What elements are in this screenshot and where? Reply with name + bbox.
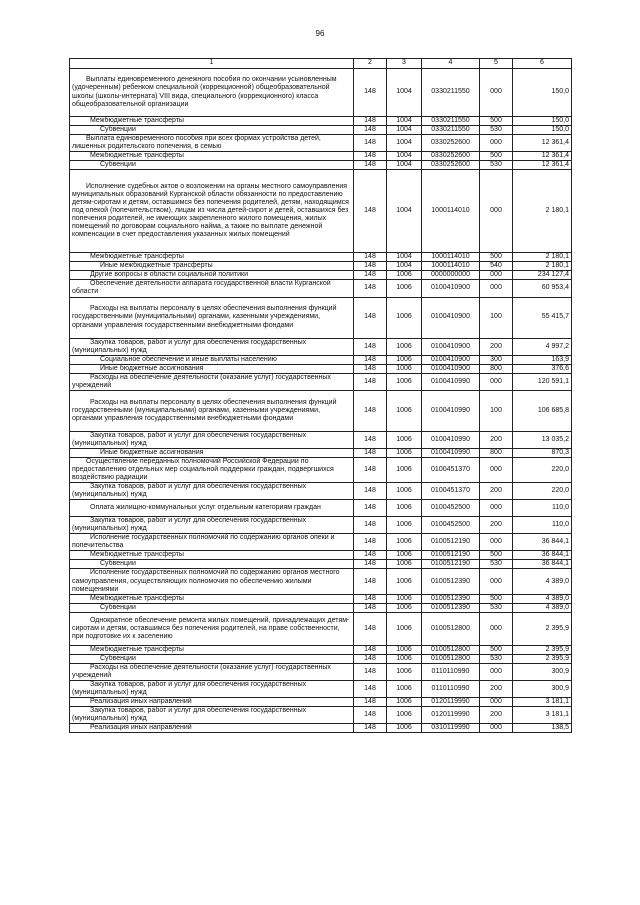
row-gr-cell: 148	[354, 355, 387, 364]
table-row	[70, 364, 572, 373]
row-csr-cell: 0100410900	[422, 338, 480, 355]
row-csr-cell: 0100512800	[422, 645, 480, 654]
table-body	[70, 69, 572, 733]
row-gr-cell: 148	[354, 663, 387, 680]
row-sum-cell: 150,0	[513, 126, 572, 135]
header-col-gr: 2	[354, 59, 387, 69]
row-gr-cell: 148	[354, 654, 387, 663]
row-rz-cell: 1006	[387, 551, 422, 560]
table-row	[70, 517, 572, 534]
row-sum-cell: 2 395,9	[513, 654, 572, 663]
row-gr-cell: 148	[354, 517, 387, 534]
row-name-cell: Другие вопросы в области социальной политики	[70, 271, 354, 280]
row-sum-cell: 3 181,1	[513, 707, 572, 724]
header-col-rz: 3	[387, 59, 422, 69]
table-row	[70, 551, 572, 560]
table-row	[70, 483, 572, 500]
row-vr-cell: 000	[480, 280, 513, 297]
row-sum-cell: 36 844,1	[513, 534, 572, 551]
row-name-cell: Закупка товаров, работ и услуг для обеспечения государственных (муниципальных) нужд	[70, 338, 354, 355]
row-rz-cell: 1006	[387, 390, 422, 431]
table-row	[70, 724, 572, 733]
row-csr-cell: 0100451370	[422, 457, 480, 482]
row-gr-cell: 148	[354, 390, 387, 431]
row-sum-cell: 106 685,8	[513, 390, 572, 431]
row-rz-cell: 1004	[387, 126, 422, 135]
table-row	[70, 297, 572, 338]
row-gr-cell: 148	[354, 724, 387, 733]
table-row	[70, 663, 572, 680]
row-rz-cell: 1004	[387, 135, 422, 152]
row-rz-cell: 1006	[387, 457, 422, 482]
row-gr-cell: 148	[354, 152, 387, 161]
row-sum-cell: 13 035,2	[513, 431, 572, 448]
row-csr-cell: 0100512800	[422, 654, 480, 663]
row-name-cell: Расходы на выплаты персоналу в целях обеспечения выполнения функций государственными (муниципальными) органами, казенными учреждениями, органами управления государственными внебюджетными фондами	[70, 390, 354, 431]
row-vr-cell: 000	[480, 457, 513, 482]
row-gr-cell: 148	[354, 253, 387, 262]
row-csr-cell: 1000114010	[422, 262, 480, 271]
row-vr-cell: 200	[480, 431, 513, 448]
row-sum-cell: 234 127,4	[513, 271, 572, 280]
row-csr-cell: 0100512800	[422, 612, 480, 645]
row-sum-cell: 2 180,1	[513, 170, 572, 253]
row-name-cell: Расходы на обеспечение деятельности (оказание услуг) государственных учреждений	[70, 663, 354, 680]
row-sum-cell: 4 997,2	[513, 338, 572, 355]
row-csr-cell: 0100452500	[422, 517, 480, 534]
row-csr-cell: 0100410990	[422, 448, 480, 457]
row-rz-cell: 1004	[387, 170, 422, 253]
row-name-cell: Реализация иных направлений	[70, 697, 354, 706]
row-rz-cell: 1006	[387, 594, 422, 603]
row-gr-cell: 148	[354, 126, 387, 135]
row-sum-cell: 220,0	[513, 457, 572, 482]
row-csr-cell: 0330211550	[422, 126, 480, 135]
row-rz-cell: 1006	[387, 271, 422, 280]
row-sum-cell: 150,0	[513, 69, 572, 117]
row-gr-cell: 148	[354, 161, 387, 170]
row-rz-cell: 1006	[387, 724, 422, 733]
table-row	[70, 534, 572, 551]
row-csr-cell: 0330252600	[422, 135, 480, 152]
row-csr-cell: 0100410900	[422, 280, 480, 297]
row-vr-cell: 100	[480, 390, 513, 431]
row-csr-cell: 0100512190	[422, 551, 480, 560]
row-vr-cell: 500	[480, 152, 513, 161]
row-rz-cell: 1006	[387, 364, 422, 373]
row-rz-cell: 1004	[387, 262, 422, 271]
table-row	[70, 431, 572, 448]
row-vr-cell: 200	[480, 517, 513, 534]
row-sum-cell: 376,6	[513, 364, 572, 373]
row-sum-cell: 55 415,7	[513, 297, 572, 338]
table-row	[70, 697, 572, 706]
row-vr-cell: 000	[480, 500, 513, 517]
row-sum-cell: 150,0	[513, 117, 572, 126]
row-name-cell: Закупка товаров, работ и услуг для обеспечения государственных (муниципальных) нужд	[70, 707, 354, 724]
row-name-cell: Закупка товаров, работ и услуг для обеспечения государственных (муниципальных) нужд	[70, 483, 354, 500]
table-row	[70, 280, 572, 297]
table-row	[70, 262, 572, 271]
row-gr-cell: 148	[354, 534, 387, 551]
row-csr-cell: 0100410990	[422, 373, 480, 390]
table-row	[70, 680, 572, 697]
row-csr-cell: 0330211550	[422, 117, 480, 126]
row-gr-cell: 148	[354, 135, 387, 152]
row-gr-cell: 148	[354, 338, 387, 355]
row-name-cell: Обеспечение деятельности аппарата государственной власти Курганской области	[70, 280, 354, 297]
row-name-cell: Субвенции	[70, 161, 354, 170]
row-rz-cell: 1004	[387, 161, 422, 170]
row-vr-cell: 530	[480, 560, 513, 569]
row-sum-cell: 2 180,1	[513, 262, 572, 271]
row-vr-cell: 200	[480, 483, 513, 500]
row-sum-cell: 36 844,1	[513, 560, 572, 569]
row-sum-cell: 3 181,1	[513, 697, 572, 706]
row-rz-cell: 1006	[387, 373, 422, 390]
row-name-cell: Субвенции	[70, 603, 354, 612]
row-sum-cell: 110,0	[513, 517, 572, 534]
row-gr-cell: 148	[354, 373, 387, 390]
row-csr-cell: 0100512190	[422, 560, 480, 569]
row-vr-cell: 000	[480, 373, 513, 390]
row-rz-cell: 1006	[387, 517, 422, 534]
row-name-cell: Исполнение государственных полномочий по содержанию органов местного самоуправления, осуществляющих полномочия по обеспечению жилыми помещениями	[70, 569, 354, 594]
row-rz-cell: 1006	[387, 431, 422, 448]
row-name-cell: Межбюджетные трансферты	[70, 551, 354, 560]
row-gr-cell: 148	[354, 697, 387, 706]
row-vr-cell: 500	[480, 551, 513, 560]
row-name-cell: Расходы на обеспечение деятельности (оказание услуг) государственных учреждений	[70, 373, 354, 390]
row-name-cell: Выплаты единовременного денежного пособия по окончании усыновленным (удочеренным) ребенком специальной (коррекционной) общеобразовательной школы (школы-интерната) VIII вида, специального (коррекционного) класса общеобразовательной организации	[70, 69, 354, 117]
table-row	[70, 612, 572, 645]
row-vr-cell: 000	[480, 135, 513, 152]
row-rz-cell: 1004	[387, 253, 422, 262]
row-vr-cell: 530	[480, 126, 513, 135]
row-name-cell: Межбюджетные трансферты	[70, 594, 354, 603]
table-row	[70, 271, 572, 280]
row-name-cell: Исполнение государственных полномочий по содержанию органов опеки и попечительства	[70, 534, 354, 551]
row-vr-cell: 530	[480, 654, 513, 663]
row-name-cell: Закупка товаров, работ и услуг для обеспечения государственных (муниципальных) нужд	[70, 431, 354, 448]
table-header	[70, 59, 572, 69]
row-csr-cell: 0100451370	[422, 483, 480, 500]
row-rz-cell: 1006	[387, 654, 422, 663]
row-csr-cell: 0100512190	[422, 534, 480, 551]
table-row	[70, 161, 572, 170]
row-name-cell: Однократное обеспечение ремонта жилых помещений, принадлежащих детям-сиротам и детям, оставшимся без попечения родителей, на праве собственности, при подготовке их к заселению	[70, 612, 354, 645]
row-vr-cell: 500	[480, 594, 513, 603]
page-number: 96	[315, 29, 325, 38]
row-sum-cell: 300,9	[513, 663, 572, 680]
row-sum-cell: 12 361,4	[513, 152, 572, 161]
row-csr-cell: 0100410900	[422, 297, 480, 338]
row-rz-cell: 1006	[387, 560, 422, 569]
row-vr-cell: 200	[480, 680, 513, 697]
row-rz-cell: 1006	[387, 603, 422, 612]
row-gr-cell: 148	[354, 603, 387, 612]
row-gr-cell: 148	[354, 707, 387, 724]
row-sum-cell: 2 395,9	[513, 645, 572, 654]
table-row	[70, 569, 572, 594]
row-vr-cell: 000	[480, 271, 513, 280]
row-sum-cell: 220,0	[513, 483, 572, 500]
row-name-cell: Закупка товаров, работ и услуг для обеспечения государственных (муниципальных) нужд	[70, 517, 354, 534]
row-sum-cell: 163,9	[513, 355, 572, 364]
table-row	[70, 390, 572, 431]
row-vr-cell: 500	[480, 645, 513, 654]
table-row	[70, 253, 572, 262]
row-gr-cell: 148	[354, 500, 387, 517]
row-name-cell: Иные межбюджетные трансферты	[70, 262, 354, 271]
row-vr-cell: 300	[480, 355, 513, 364]
row-name-cell: Межбюджетные трансферты	[70, 117, 354, 126]
row-csr-cell: 0000000000	[422, 271, 480, 280]
row-vr-cell: 000	[480, 724, 513, 733]
table-row	[70, 448, 572, 457]
row-rz-cell: 1004	[387, 69, 422, 117]
row-sum-cell: 120 591,1	[513, 373, 572, 390]
row-gr-cell: 148	[354, 364, 387, 373]
row-vr-cell: 100	[480, 297, 513, 338]
table-row	[70, 152, 572, 161]
row-rz-cell: 1006	[387, 500, 422, 517]
row-sum-cell: 110,0	[513, 500, 572, 517]
row-gr-cell: 148	[354, 431, 387, 448]
budget-table	[69, 58, 572, 733]
header-col-name: 1	[70, 59, 354, 69]
row-sum-cell: 300,9	[513, 680, 572, 697]
row-sum-cell: 60 953,4	[513, 280, 572, 297]
row-csr-cell: 0330252600	[422, 161, 480, 170]
header-col-vr: 5	[480, 59, 513, 69]
row-rz-cell: 1006	[387, 534, 422, 551]
table-row	[70, 594, 572, 603]
row-gr-cell: 148	[354, 297, 387, 338]
row-vr-cell: 000	[480, 663, 513, 680]
row-rz-cell: 1006	[387, 297, 422, 338]
row-vr-cell: 200	[480, 707, 513, 724]
table-row	[70, 69, 572, 117]
row-rz-cell: 1006	[387, 612, 422, 645]
table-row	[70, 126, 572, 135]
row-rz-cell: 1006	[387, 707, 422, 724]
row-gr-cell: 148	[354, 69, 387, 117]
row-csr-cell: 0100410900	[422, 364, 480, 373]
row-rz-cell: 1006	[387, 448, 422, 457]
table-row	[70, 560, 572, 569]
row-sum-cell: 36 844,1	[513, 551, 572, 560]
row-name-cell: Закупка товаров, работ и услуг для обеспечения государственных (муниципальных) нужд	[70, 680, 354, 697]
row-csr-cell: 0330252600	[422, 152, 480, 161]
table-row	[70, 707, 572, 724]
row-csr-cell: 0110110990	[422, 663, 480, 680]
row-vr-cell: 000	[480, 569, 513, 594]
row-csr-cell: 0100410990	[422, 431, 480, 448]
row-name-cell: Межбюджетные трансферты	[70, 645, 354, 654]
row-vr-cell: 800	[480, 364, 513, 373]
row-gr-cell: 148	[354, 170, 387, 253]
row-vr-cell: 500	[480, 117, 513, 126]
row-name-cell: Иные бюджетные ассигнования	[70, 448, 354, 457]
header-col-sum: 6	[513, 59, 572, 69]
row-gr-cell: 148	[354, 680, 387, 697]
table-row	[70, 135, 572, 152]
table-row	[70, 373, 572, 390]
row-csr-cell: 0120119990	[422, 697, 480, 706]
table-row	[70, 457, 572, 482]
row-name-cell: Субвенции	[70, 654, 354, 663]
row-gr-cell: 148	[354, 551, 387, 560]
row-name-cell: Оплата жилищно-коммунальных услуг отдельным категориям граждан	[70, 500, 354, 517]
row-rz-cell: 1006	[387, 645, 422, 654]
row-rz-cell: 1006	[387, 680, 422, 697]
row-vr-cell: 500	[480, 253, 513, 262]
table-row	[70, 645, 572, 654]
row-gr-cell: 148	[354, 483, 387, 500]
row-rz-cell: 1006	[387, 569, 422, 594]
row-gr-cell: 148	[354, 271, 387, 280]
row-rz-cell: 1006	[387, 663, 422, 680]
row-vr-cell: 200	[480, 338, 513, 355]
row-name-cell: Иные бюджетные ассигнования	[70, 364, 354, 373]
row-name-cell: Межбюджетные трансферты	[70, 253, 354, 262]
row-rz-cell: 1004	[387, 152, 422, 161]
row-vr-cell: 000	[480, 69, 513, 117]
row-vr-cell: 530	[480, 161, 513, 170]
row-rz-cell: 1004	[387, 117, 422, 126]
row-sum-cell: 870,3	[513, 448, 572, 457]
row-gr-cell: 148	[354, 612, 387, 645]
row-vr-cell: 000	[480, 697, 513, 706]
row-gr-cell: 148	[354, 448, 387, 457]
row-csr-cell: 0310119990	[422, 724, 480, 733]
row-sum-cell: 4 389,0	[513, 569, 572, 594]
row-gr-cell: 148	[354, 645, 387, 654]
row-vr-cell: 000	[480, 534, 513, 551]
row-gr-cell: 148	[354, 457, 387, 482]
row-csr-cell: 0100410990	[422, 390, 480, 431]
row-sum-cell: 12 361,4	[513, 161, 572, 170]
table-row	[70, 117, 572, 126]
row-name-cell: Расходы на выплаты персоналу в целях обеспечения выполнения функций государственными (муниципальными) органами, казенными учреждениями, органами управления государственными внебюджетными фондами	[70, 297, 354, 338]
row-csr-cell: 0100452500	[422, 500, 480, 517]
header-row	[70, 59, 572, 69]
row-gr-cell: 148	[354, 569, 387, 594]
row-csr-cell: 0110110990	[422, 680, 480, 697]
row-sum-cell: 2 180,1	[513, 253, 572, 262]
table-row	[70, 603, 572, 612]
table-row	[70, 355, 572, 364]
row-sum-cell: 12 361,4	[513, 135, 572, 152]
row-gr-cell: 148	[354, 594, 387, 603]
row-rz-cell: 1006	[387, 338, 422, 355]
row-gr-cell: 148	[354, 262, 387, 271]
row-sum-cell: 4 389,0	[513, 594, 572, 603]
row-csr-cell: 1000114010	[422, 170, 480, 253]
row-rz-cell: 1006	[387, 483, 422, 500]
row-vr-cell: 000	[480, 170, 513, 253]
row-rz-cell: 1006	[387, 697, 422, 706]
row-vr-cell: 540	[480, 262, 513, 271]
row-name-cell: Субвенции	[70, 126, 354, 135]
row-vr-cell: 000	[480, 612, 513, 645]
row-sum-cell: 138,5	[513, 724, 572, 733]
row-csr-cell: 1000114010	[422, 253, 480, 262]
row-name-cell: Осуществление переданных полномочий Российской Федерации по предоставлению отдельных мер социальной поддержки граждан, подвергшихся воздействию радиации	[70, 457, 354, 482]
row-csr-cell: 0100512390	[422, 594, 480, 603]
row-rz-cell: 1006	[387, 280, 422, 297]
row-gr-cell: 148	[354, 280, 387, 297]
table-row	[70, 654, 572, 663]
row-rz-cell: 1006	[387, 355, 422, 364]
row-name-cell: Социальное обеспечение и иные выплаты населению	[70, 355, 354, 364]
row-csr-cell: 0100512390	[422, 569, 480, 594]
row-gr-cell: 148	[354, 560, 387, 569]
row-gr-cell: 148	[354, 117, 387, 126]
row-sum-cell: 2 395,9	[513, 612, 572, 645]
row-csr-cell: 0100410900	[422, 355, 480, 364]
row-name-cell: Исполнение судебных актов о возложении на органы местного самоуправления муниципальных образований Курганской области обязанности по предоставлению детям-сиротам и детям, оставшимся без попечения родителей, детям, находящимся под опекой (попечительством), лицам из числа детей-сирот и детей, оставшихся без попечения родителей, не имеющих закрепленного жилого помещения, жилых помещений по договорам социального найма, а также по выплате денежной компенсации в счет предоставления указанных жилых помещений	[70, 170, 354, 253]
row-sum-cell: 4 389,0	[513, 603, 572, 612]
row-name-cell: Выплата единовременного пособия при всех формах устройства детей, лишенных родительского попечения, в семью	[70, 135, 354, 152]
table-row	[70, 338, 572, 355]
row-name-cell: Реализация иных направлений	[70, 724, 354, 733]
header-col-csr: 4	[422, 59, 480, 69]
row-csr-cell: 0100512390	[422, 603, 480, 612]
table-row	[70, 500, 572, 517]
row-vr-cell: 530	[480, 603, 513, 612]
row-name-cell: Субвенции	[70, 560, 354, 569]
row-csr-cell: 0330211550	[422, 69, 480, 117]
row-csr-cell: 0120119990	[422, 707, 480, 724]
row-vr-cell: 800	[480, 448, 513, 457]
row-name-cell: Межбюджетные трансферты	[70, 152, 354, 161]
table-row	[70, 170, 572, 253]
